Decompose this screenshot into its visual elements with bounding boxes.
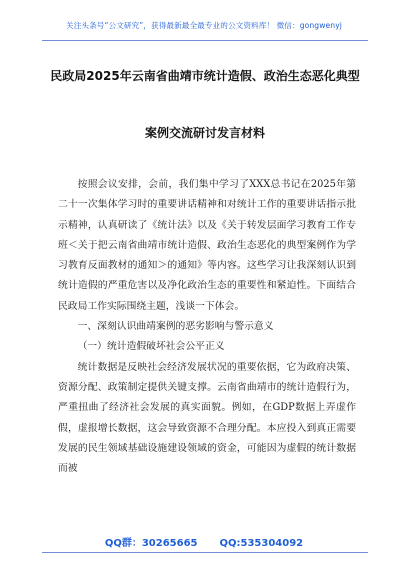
body-paragraph: 统计数据是反映社会经济发展状况的重要依据，它为政府决策、资源分配、政策制定提供关键支撑。云南省曲靖市的统计造假行为，严重扭曲了经济社会发展的真实面貌。例如，在GDP数据上弄虚作假，虚报增长数据，这会导致资源不合理分配。本应投入到真正需要发展的民生领域基础设施建设领域的资金，可能因为虚假的统计数据而被 bbox=[58, 361, 356, 475]
footer-qq-group: QQ群：30265665 bbox=[104, 538, 198, 549]
header-banner: 关注头条号“公文研究”，获得最新最全最专业的公文资料库！ 微信：gongwenyj bbox=[66, 21, 342, 30]
footer-contact bbox=[0, 534, 408, 549]
footer-qq: QQ:535304092 bbox=[219, 538, 304, 549]
document-title-line-1: 民政局2025年云南省曲靖市统计造假、政治生态恶化典型 bbox=[50, 69, 360, 83]
subsection-heading-1: （一）统计造假破坏社会公平正义 bbox=[77, 341, 225, 353]
document-body bbox=[58, 175, 356, 479]
intro-paragraph: 按照会议安排，会前，我们集中学习了XXX总书记在2025年第二十一次集体学习时的重要讲话精神和对统计工作的重要讲话指示批示精神，认真研读了《统计法》以及《关于转发层面学习教育工作专班＜关于把云南省曲靖市统计造假、政治生态恶化的典型案例作为学习教育反面教材的通知＞的通知》等内容。这些学习让我深刻认识到统计造假的严重危害以及净化政治生态的重要性和紧迫性。下面结合民政局工作实际围绕主题，浅谈一下体会。 bbox=[58, 179, 356, 312]
section-heading-1: 一、深刻认识曲靖案例的恶劣影响与警示意义 bbox=[77, 321, 274, 333]
header-divider bbox=[42, 40, 368, 41]
document-title-line-2: 案例交流研讨发言材料 bbox=[144, 126, 265, 140]
footer-divider bbox=[42, 552, 368, 553]
